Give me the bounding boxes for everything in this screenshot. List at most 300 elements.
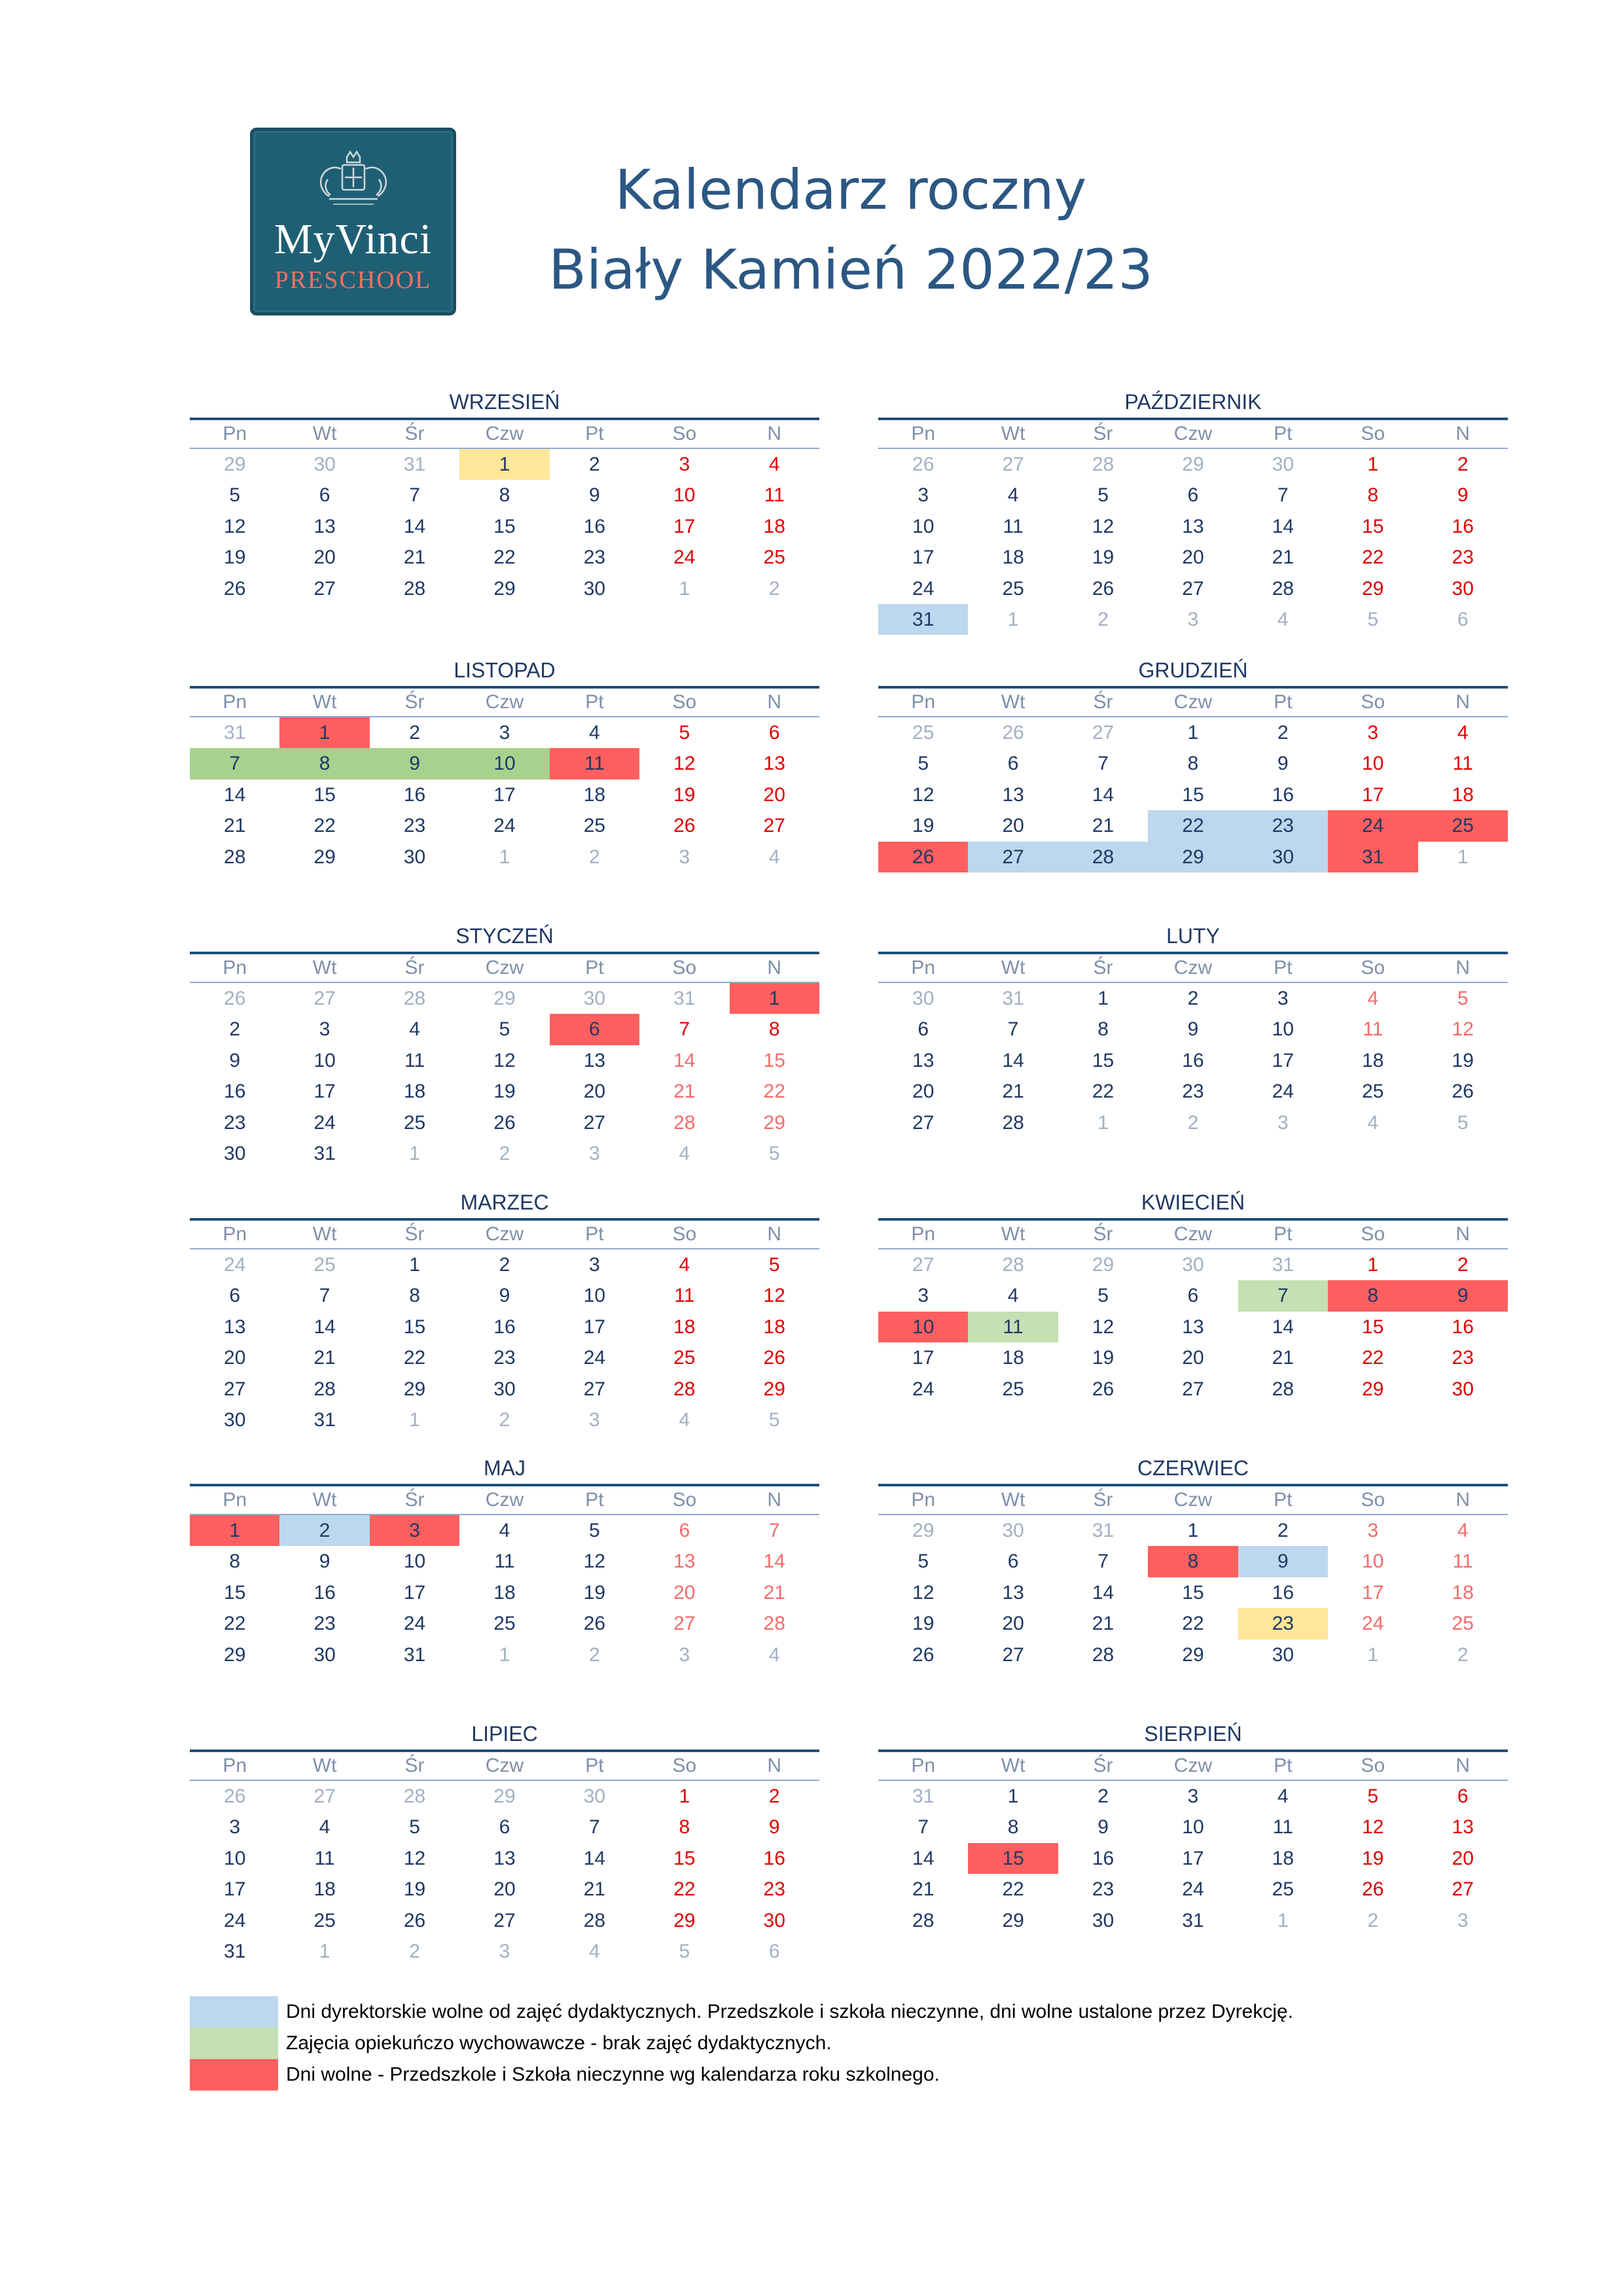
crest-icon xyxy=(304,148,402,213)
day-cell: 30 xyxy=(224,1408,246,1431)
day-cell: 14 xyxy=(1092,1581,1115,1604)
day-cell: 17 xyxy=(673,515,696,537)
day-cell: 4 xyxy=(1367,988,1379,1009)
week-row xyxy=(878,542,1508,573)
day-cell: 2 xyxy=(589,454,600,475)
weekday-label: N xyxy=(1455,1223,1471,1245)
day-cell: 1 xyxy=(1007,1785,1019,1807)
day-cell: 9 xyxy=(1097,1816,1109,1839)
day-cell: 31 xyxy=(1182,1909,1204,1931)
day-cell: 26 xyxy=(1452,1081,1474,1103)
weekday-label: Pn xyxy=(223,423,247,444)
week-row xyxy=(878,1249,1508,1280)
day-cell: 14 xyxy=(1272,515,1294,537)
day-cell: 3 xyxy=(1277,988,1289,1009)
weekday-label: Śr xyxy=(1093,423,1113,444)
weekday-label: Czw xyxy=(1173,957,1213,978)
day-cell: 14 xyxy=(403,515,426,537)
day-cell: 31 xyxy=(1092,1520,1115,1541)
weekday-label: Wt xyxy=(312,1755,337,1776)
logo-name: MyVinci xyxy=(274,215,433,263)
weekday-label: Wt xyxy=(1001,1755,1026,1776)
day-cell: 5 xyxy=(918,753,929,775)
day-cell: 14 xyxy=(1092,783,1115,806)
day-cell: 9 xyxy=(370,748,459,779)
day-cell: 17 xyxy=(912,547,935,569)
day-cell: 20 xyxy=(1002,1613,1024,1635)
day-cell: 7 xyxy=(679,1018,690,1041)
weekday-label: Pn xyxy=(911,1489,936,1511)
day-cell: 12 xyxy=(1092,515,1115,537)
day-cell: 30 xyxy=(1272,454,1294,475)
legend xyxy=(190,1996,1293,2090)
day-cell: 19 xyxy=(403,1878,426,1901)
weekday-label: Czw xyxy=(1173,423,1213,444)
legend-swatch-red xyxy=(190,2059,278,2090)
day-cell: 19 xyxy=(1092,547,1115,569)
day-cell: 30 xyxy=(313,1643,336,1666)
day-cell: 23 xyxy=(1452,547,1474,569)
day-cell: 15 xyxy=(1362,515,1384,537)
day-cell: 7 xyxy=(918,1816,929,1839)
weekday-label: So xyxy=(672,957,697,978)
day-cell: 24 xyxy=(912,1378,935,1400)
weekday-header xyxy=(878,1221,1508,1249)
day-cell: 16 xyxy=(403,783,426,806)
month-name: LIPIEC xyxy=(471,1722,538,1746)
day-cell: 19 xyxy=(224,547,246,569)
weekday-label: Śr xyxy=(404,1489,425,1511)
weekday-label: N xyxy=(767,1489,782,1511)
day-cell: 28 xyxy=(1002,1254,1024,1276)
day-cell: 27 xyxy=(673,1613,696,1635)
day-cell: 12 xyxy=(912,1581,935,1604)
week-row xyxy=(878,1843,1508,1874)
legend-item xyxy=(190,2028,1293,2059)
day-cell: 15 xyxy=(763,1049,785,1071)
weekday-label: Czw xyxy=(1173,1489,1213,1511)
weekday-label: Pt xyxy=(585,423,604,444)
day-cell: 6 xyxy=(768,1940,780,1962)
day-cell: 1 xyxy=(1457,846,1469,868)
day-cell: 2 xyxy=(499,1254,510,1276)
day-cell: 28 xyxy=(1092,1643,1115,1666)
weekday-label: Pn xyxy=(911,691,936,713)
weekday-label: So xyxy=(672,691,697,713)
day-cell: 24 xyxy=(1182,1878,1204,1901)
day-cell: 28 xyxy=(313,1378,336,1400)
day-cell: 31 xyxy=(912,1785,935,1807)
month-block xyxy=(190,386,819,604)
day-cell: 13 xyxy=(493,1847,516,1869)
week-row xyxy=(190,842,819,872)
month-name: LUTY xyxy=(1166,924,1220,948)
day-cell: 2 xyxy=(409,722,420,744)
day-cell: 2 xyxy=(589,1643,600,1666)
day-cell: 15 xyxy=(673,1847,696,1869)
day-cell: 26 xyxy=(583,1613,606,1635)
day-cell: 28 xyxy=(912,1909,935,1931)
weekday-header xyxy=(878,954,1508,983)
day-cell: 8 xyxy=(1187,753,1199,775)
week-row xyxy=(878,1515,1508,1546)
day-cell: 20 xyxy=(912,1081,935,1103)
week-row xyxy=(190,1342,819,1373)
day-cell: 7 xyxy=(319,1285,330,1307)
day-cell: 10 xyxy=(403,1551,426,1573)
day-cell: 6 xyxy=(1457,1785,1469,1807)
day-cell: 23 xyxy=(583,547,606,569)
day-cell: 6 xyxy=(1007,753,1019,775)
day-cell: 2 xyxy=(1277,1520,1289,1541)
day-cell: 5 xyxy=(918,1551,929,1573)
day-cell: 21 xyxy=(763,1581,785,1604)
day-cell: 30 xyxy=(583,1785,606,1807)
day-cell: 18 xyxy=(673,1316,696,1338)
day-cell: 27 xyxy=(763,815,785,837)
day-cell: 8 xyxy=(499,484,510,507)
month-name: KWIECIEŃ xyxy=(1141,1191,1245,1214)
day-cell: 11 xyxy=(550,748,639,779)
week-row xyxy=(878,480,1508,511)
month-name: MAJ xyxy=(484,1456,526,1480)
day-cell: 1 xyxy=(1367,1643,1379,1666)
day-cell: 10 xyxy=(1272,1018,1294,1041)
day-cell: 25 xyxy=(493,1613,516,1635)
day-cell: 6 xyxy=(768,722,780,744)
weekday-label: Śr xyxy=(404,1223,425,1245)
day-cell: 18 xyxy=(403,1081,426,1103)
day-cell: 17 xyxy=(1182,1847,1204,1869)
weekday-label: Wt xyxy=(312,691,337,713)
day-cell: 11 xyxy=(1452,1551,1473,1573)
day-cell: 29 xyxy=(1092,1254,1115,1276)
day-cell: 27 xyxy=(313,988,336,1009)
day-cell: 2 xyxy=(1367,1909,1379,1931)
day-cell: 1 xyxy=(409,1254,420,1276)
day-cell: 23 xyxy=(763,1878,785,1901)
day-cell: 1 xyxy=(1187,1520,1199,1541)
day-cell: 27 xyxy=(1002,1643,1024,1666)
weekday-label: N xyxy=(1455,423,1471,444)
day-cell: 25 xyxy=(403,1111,426,1134)
day-cell: 10 xyxy=(673,484,696,507)
day-cell: 24 xyxy=(224,1254,246,1276)
day-cell: 24 xyxy=(403,1613,426,1635)
day-cell: 2 xyxy=(1457,454,1469,475)
day-cell: 25 xyxy=(763,547,785,569)
day-cell: 23 xyxy=(1452,1347,1474,1369)
month-name: LISTOPAD xyxy=(454,658,556,682)
week-row xyxy=(190,1843,819,1874)
month-block xyxy=(190,1187,819,1435)
day-cell: 1 xyxy=(319,1940,330,1962)
week-row xyxy=(190,1812,819,1842)
weekday-label: So xyxy=(1361,1223,1385,1245)
day-cell: 2 xyxy=(1277,722,1289,744)
day-cell: 14 xyxy=(224,783,246,806)
weekday-label: Wt xyxy=(1001,423,1026,444)
weekday-label: N xyxy=(767,1223,782,1245)
day-cell: 20 xyxy=(763,783,785,806)
day-cell: 6 xyxy=(679,1520,690,1541)
day-cell: 30 xyxy=(224,1142,246,1164)
month-name: GRUDZIEŃ xyxy=(1138,658,1248,682)
day-cell: 1 xyxy=(1367,1254,1379,1276)
month-name: CZERWIEC xyxy=(1137,1456,1249,1480)
day-cell: 26 xyxy=(912,1643,935,1666)
week-row xyxy=(190,1138,819,1169)
day-cell: 20 xyxy=(1002,815,1024,837)
day-cell: 20 xyxy=(493,1878,516,1901)
day-cell: 3 xyxy=(679,1643,690,1666)
weekday-label: Pn xyxy=(223,691,247,713)
day-cell: 7 xyxy=(409,484,420,507)
day-cell: 24 xyxy=(1328,810,1418,841)
day-cell: 7 xyxy=(1097,753,1109,775)
day-cell: 30 xyxy=(1182,1254,1204,1276)
day-cell: 26 xyxy=(912,454,935,475)
day-cell: 2 xyxy=(229,1018,241,1041)
week-row xyxy=(878,449,1508,480)
week-row xyxy=(878,717,1508,748)
day-cell: 19 xyxy=(1092,1347,1115,1369)
week-row xyxy=(878,1312,1508,1342)
day-cell: 4 xyxy=(1457,1520,1469,1541)
day-cell: 25 xyxy=(1418,810,1508,841)
day-cell: 4 xyxy=(499,1520,510,1541)
day-cell: 4 xyxy=(409,1018,420,1041)
weekday-label: Śr xyxy=(404,691,425,713)
weekday-label: So xyxy=(1361,957,1385,978)
page-title: Kalendarz roczny xyxy=(615,158,1087,222)
day-cell: 28 xyxy=(1092,454,1115,475)
weekday-label: Pn xyxy=(911,423,936,444)
day-cell: 27 xyxy=(313,577,336,600)
day-cell: 31 xyxy=(878,604,968,635)
week-row xyxy=(190,1312,819,1342)
day-cell: 5 xyxy=(679,722,690,744)
month-name: MARZEC xyxy=(460,1191,549,1214)
page-subtitle: Biały Kamień 2022/23 xyxy=(548,238,1153,302)
day-cell: 18 xyxy=(1002,1347,1024,1369)
day-cell: 6 xyxy=(550,1014,639,1045)
weekday-label: Pt xyxy=(585,1489,604,1511)
day-cell: 17 xyxy=(912,1347,935,1369)
weekday-label: Pn xyxy=(223,1755,247,1776)
day-cell: 27 xyxy=(968,842,1058,872)
month-name: WRZESIEŃ xyxy=(449,390,560,414)
week-row xyxy=(878,810,1508,841)
day-cell: 5 xyxy=(679,1940,690,1962)
weekday-label: So xyxy=(1361,1755,1385,1776)
weekday-label: Pn xyxy=(223,957,247,978)
weekday-label: Wt xyxy=(312,1489,337,1511)
legend-swatch-green xyxy=(190,2028,278,2059)
month-block xyxy=(878,655,1508,872)
day-cell: 19 xyxy=(493,1081,516,1103)
month-block xyxy=(878,1452,1508,1670)
month-block xyxy=(878,920,1508,1138)
day-cell: 16 xyxy=(763,1847,785,1869)
day-cell: 20 xyxy=(1182,547,1204,569)
month-block xyxy=(878,386,1508,635)
day-cell: 29 xyxy=(1182,454,1204,475)
day-cell: 15 xyxy=(493,515,516,537)
day-cell: 9 xyxy=(768,1816,780,1839)
day-cell: 21 xyxy=(313,1347,336,1369)
month-block xyxy=(190,920,819,1169)
day-cell: 9 xyxy=(229,1049,241,1071)
day-cell: 11 xyxy=(1003,515,1024,537)
day-cell: 23 xyxy=(1238,810,1328,841)
day-cell: 28 xyxy=(673,1378,696,1400)
day-cell: 30 xyxy=(403,846,426,868)
day-cell: 30 xyxy=(763,1909,785,1931)
day-cell: 8 xyxy=(1328,1280,1418,1311)
day-cell: 6 xyxy=(1187,1285,1199,1307)
weekday-label: So xyxy=(672,423,697,444)
day-cell: 24 xyxy=(1362,1613,1384,1635)
weekday-label: Pt xyxy=(1274,691,1293,713)
week-row xyxy=(878,1342,1508,1373)
day-cell: 3 xyxy=(589,1142,600,1164)
week-row xyxy=(190,1374,819,1405)
weekday-label: Pt xyxy=(585,957,604,978)
day-cell: 4 xyxy=(1277,1785,1289,1807)
day-cell: 3 xyxy=(589,1408,600,1431)
day-cell: 31 xyxy=(403,454,426,475)
day-cell: 16 xyxy=(493,1316,516,1338)
day-cell: 11 xyxy=(968,1312,1058,1342)
weekday-label: Pn xyxy=(911,1755,936,1776)
day-cell: 20 xyxy=(1452,1847,1474,1869)
week-row xyxy=(190,780,819,810)
day-cell: 28 xyxy=(1272,577,1294,600)
week-row xyxy=(190,1546,819,1577)
day-cell: 4 xyxy=(768,846,780,868)
day-cell: 10 xyxy=(1182,1816,1204,1839)
week-row xyxy=(190,480,819,511)
weekday-label: Pn xyxy=(911,1223,936,1245)
day-cell: 5 xyxy=(768,1142,780,1164)
day-cell: 9 xyxy=(1418,1280,1508,1311)
weekday-header xyxy=(190,689,819,717)
month-name: SIERPIEŃ xyxy=(1144,1722,1242,1746)
day-cell: 12 xyxy=(673,753,696,775)
day-cell: 15 xyxy=(1092,1049,1115,1071)
day-cell: 18 xyxy=(1452,783,1474,806)
day-cell: 22 xyxy=(1002,1878,1024,1901)
day-cell: 8 xyxy=(229,1551,241,1573)
weekday-label: Czw xyxy=(485,1755,524,1776)
day-cell: 5 xyxy=(1457,1111,1469,1134)
weekday-label: Śr xyxy=(1093,1223,1113,1245)
weekday-header xyxy=(190,1486,819,1515)
day-cell: 1 xyxy=(1277,1909,1289,1931)
day-cell: 18 xyxy=(1452,1581,1474,1604)
day-cell: 8 xyxy=(1007,1816,1019,1839)
week-row xyxy=(190,1280,819,1311)
day-cell: 3 xyxy=(499,722,510,744)
day-cell: 1 xyxy=(1097,1111,1109,1134)
day-cell: 16 xyxy=(1272,783,1294,806)
day-cell: 22 xyxy=(1362,547,1384,569)
weekday-label: Śr xyxy=(1093,1755,1113,1776)
legend-text: Dni dyrektorskie wolne od zajęć dydaktycznych. Przedszkole i szkoła nieczynne, dni wolne ustalone przez Dyrekcję. xyxy=(286,2001,1294,2022)
day-cell: 5 xyxy=(589,1520,600,1541)
day-cell: 1 xyxy=(499,846,510,868)
day-cell: 6 xyxy=(499,1816,510,1839)
day-cell: 28 xyxy=(673,1111,696,1134)
weekday-label: N xyxy=(767,423,782,444)
day-cell: 29 xyxy=(493,988,516,1009)
day-cell: 10 xyxy=(878,1312,968,1342)
day-cell: 2 xyxy=(1457,1643,1469,1666)
day-cell: 25 xyxy=(1002,1378,1024,1400)
day-cell: 3 xyxy=(1187,1785,1199,1807)
week-row xyxy=(190,449,819,480)
week-row xyxy=(190,983,819,1014)
weekday-label: Pn xyxy=(223,1489,247,1511)
day-cell: 5 xyxy=(768,1408,780,1431)
week-row xyxy=(878,842,1508,872)
weekday-header xyxy=(878,420,1508,449)
legend-text: Zajęcia opiekuńczo wychowawcze - brak zajęć dydaktycznych. xyxy=(286,2032,832,2054)
day-cell: 24 xyxy=(583,1347,606,1369)
day-cell: 13 xyxy=(1182,515,1204,537)
day-cell: 30 xyxy=(493,1378,516,1400)
day-cell: 1 xyxy=(459,449,549,480)
day-cell: 31 xyxy=(224,1940,246,1962)
weekday-label: Czw xyxy=(485,957,524,978)
day-cell: 3 xyxy=(1367,722,1379,744)
day-cell: 29 xyxy=(1362,1378,1384,1400)
day-cell: 29 xyxy=(1148,842,1238,872)
day-cell: 15 xyxy=(1362,1316,1384,1338)
legend-item xyxy=(190,1996,1293,2028)
day-cell: 6 xyxy=(319,484,330,507)
weekday-label: Czw xyxy=(485,1489,524,1511)
weekday-label: So xyxy=(672,1755,697,1776)
day-cell: 18 xyxy=(493,1581,516,1604)
day-cell: 29 xyxy=(403,1378,426,1400)
day-cell: 3 xyxy=(679,846,690,868)
day-cell: 23 xyxy=(403,815,426,837)
day-cell: 7 xyxy=(768,1520,780,1541)
day-cell: 29 xyxy=(1182,1643,1204,1666)
day-cell: 23 xyxy=(1182,1081,1204,1103)
day-cell: 17 xyxy=(224,1878,246,1901)
weekday-header xyxy=(878,689,1508,717)
day-cell: 22 xyxy=(403,1347,426,1369)
day-cell: 21 xyxy=(403,547,426,569)
day-cell: 30 xyxy=(912,988,935,1009)
day-cell: 4 xyxy=(679,1142,690,1164)
week-row xyxy=(190,1640,819,1670)
day-cell: 11 xyxy=(1452,753,1473,775)
weekday-label: Pn xyxy=(911,957,936,978)
weekday-label: Pt xyxy=(1274,957,1293,978)
day-cell: 26 xyxy=(224,1785,246,1807)
day-cell: 2 xyxy=(1187,1111,1199,1134)
day-cell: 11 xyxy=(764,484,785,507)
day-cell: 7 xyxy=(1238,1280,1328,1311)
day-cell: 4 xyxy=(679,1254,690,1276)
day-cell: 5 xyxy=(229,484,241,507)
week-row xyxy=(190,1905,819,1936)
week-row xyxy=(878,604,1508,635)
